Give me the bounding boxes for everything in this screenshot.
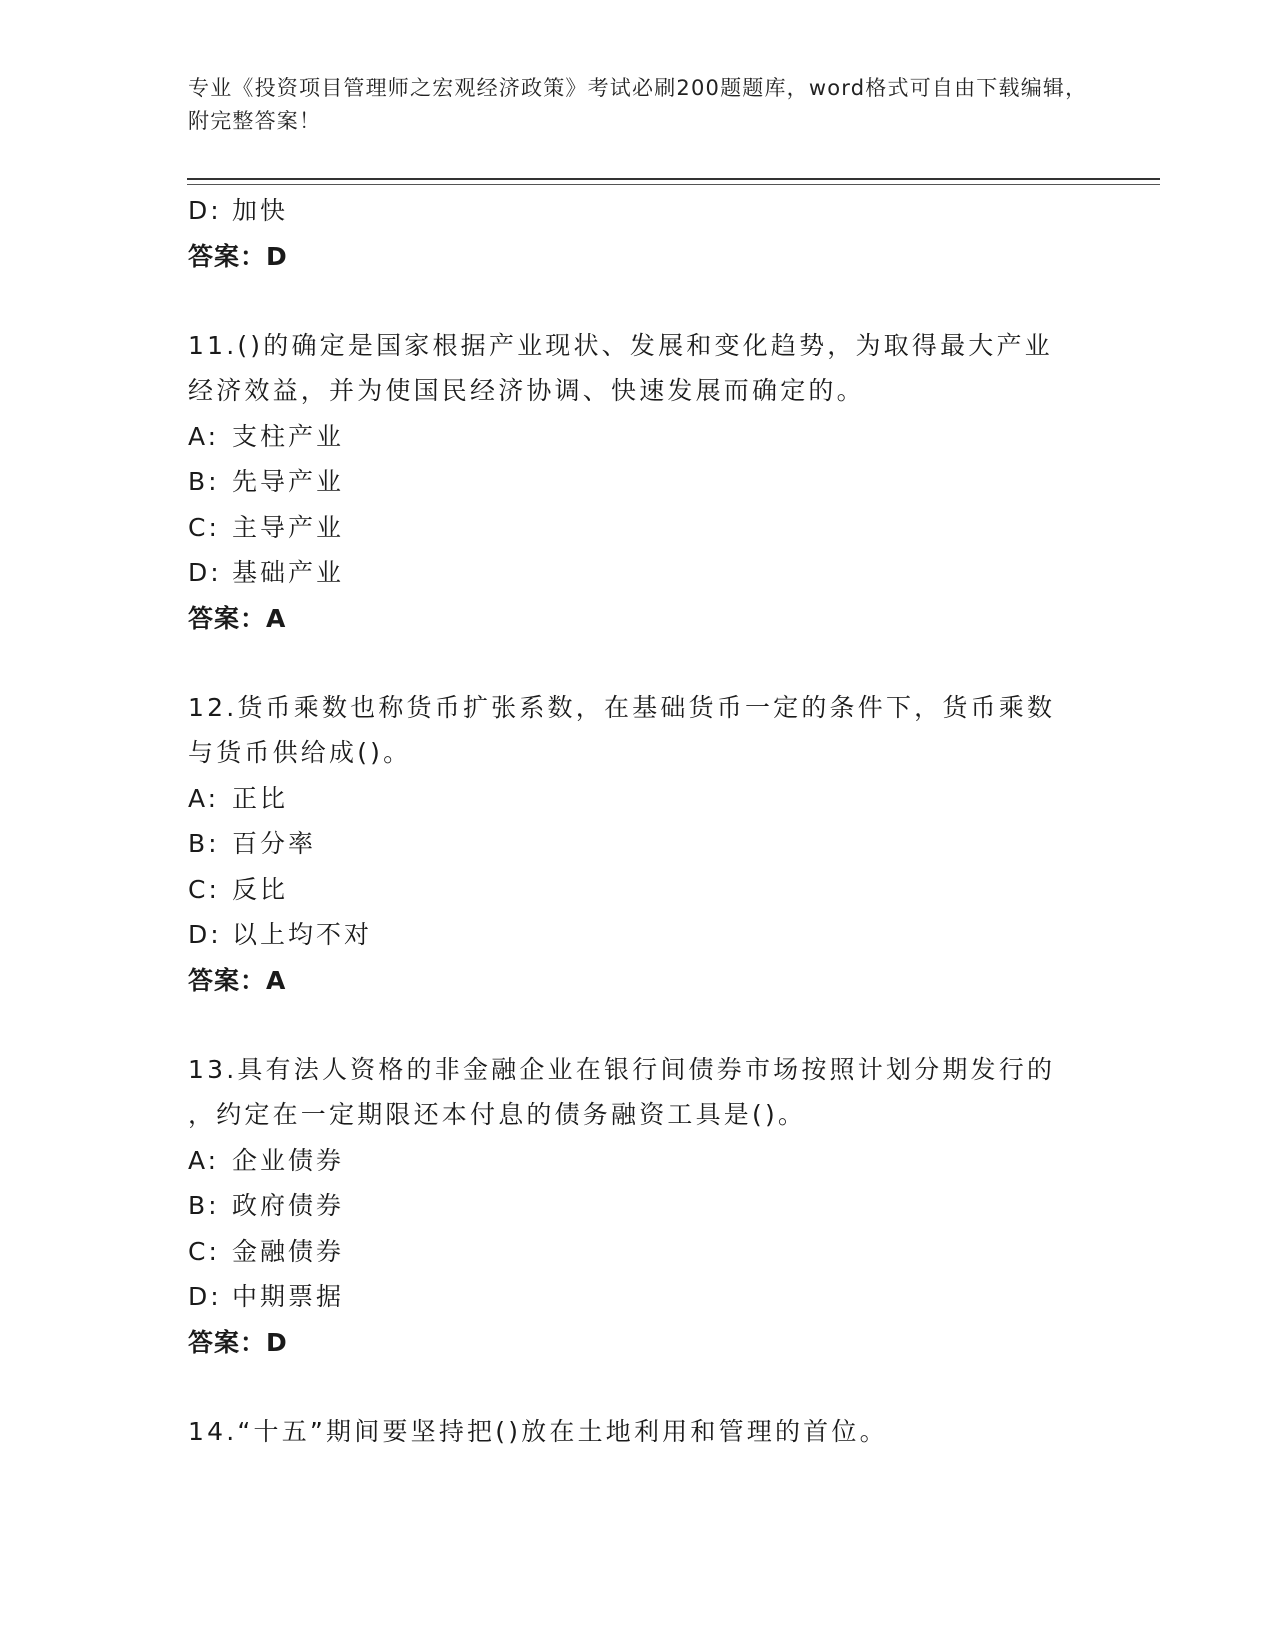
option-text: 中期票据 (232, 1282, 345, 1311)
option-d (188, 1274, 1088, 1320)
option-key: D: (188, 1282, 222, 1311)
header-divider-thick (187, 178, 1160, 180)
option-b (188, 821, 1088, 867)
option-text: 加快 (232, 196, 289, 225)
answer-line: 答案：D (188, 1327, 288, 1357)
option-key: B: (188, 1191, 220, 1220)
option-key: A: (188, 1145, 220, 1175)
question-12 (188, 685, 1088, 776)
option-b (188, 1183, 1088, 1229)
document-header (188, 72, 1088, 138)
option-key: D: (188, 920, 222, 949)
option-key: B: (188, 829, 220, 858)
option-key: C: (188, 1236, 220, 1266)
option-a (188, 414, 1088, 460)
option-text: 政府债券 (232, 1191, 345, 1220)
option-key: D: (188, 196, 222, 225)
option-text: 企业债券 (232, 1145, 345, 1175)
option-a (188, 1138, 1088, 1184)
option-d (188, 912, 1088, 958)
option-text: 反比 (232, 874, 289, 904)
option-text: 支柱产业 (232, 421, 345, 451)
option-c (188, 1229, 1088, 1275)
option-key: D: (188, 558, 222, 587)
option-text: 金融债券 (232, 1236, 345, 1266)
option-key: A: (188, 783, 220, 813)
document-body (188, 188, 1088, 1454)
option-key: C: (188, 512, 220, 542)
answer-line: 答案：D (188, 241, 288, 271)
question-stem-line: ，约定在一定期限还本付息的债务融资工具是()。 (188, 1100, 807, 1129)
option-text: 基础产业 (232, 558, 345, 587)
option-text: 主导产业 (232, 512, 345, 542)
question-stem-line: 与货币供给成()。 (188, 738, 412, 767)
question-stem-line: 12.货币乘数也称货币扩张系数，在基础货币一定的条件下，货币乘数 (188, 692, 1056, 722)
question-stem-line: 11.()的确定是国家根据产业现状、发展和变化趋势，为取得最大产业 (188, 330, 1053, 360)
option-c (188, 867, 1088, 913)
answer-line: 答案：A (188, 965, 287, 995)
option-text: 正比 (232, 783, 289, 813)
header-divider-thin (187, 184, 1160, 185)
option-d (188, 550, 1088, 596)
question-14 (188, 1409, 1088, 1455)
option-a (188, 776, 1088, 822)
question-13 (188, 1047, 1088, 1138)
option-text: 先导产业 (232, 467, 345, 496)
option-d (188, 188, 1088, 234)
option-text: 以上均不对 (232, 920, 373, 949)
question-stem-line: 经济效益，并为使国民经济协调、快速发展而确定的。 (188, 376, 865, 405)
question-stem-line: 13.具有法人资格的非金融企业在银行间债券市场按照计划分期发行的 (188, 1054, 1056, 1084)
question-11 (188, 323, 1088, 414)
question-stem-line: 14.“十五”期间要坚持把()放在土地利用和管理的首位。 (188, 1416, 888, 1446)
option-c (188, 505, 1088, 551)
option-key: B: (188, 467, 220, 496)
option-text: 百分率 (232, 829, 317, 858)
option-b (188, 459, 1088, 505)
answer-line: 答案：A (188, 603, 287, 633)
option-key: A: (188, 421, 220, 451)
header-title: 专业《投资项目管理师之宏观经济政策》考试必刷200题题库，word格式可自由下载编辑，附完整答案！ (188, 76, 1088, 133)
option-key: C: (188, 874, 220, 904)
